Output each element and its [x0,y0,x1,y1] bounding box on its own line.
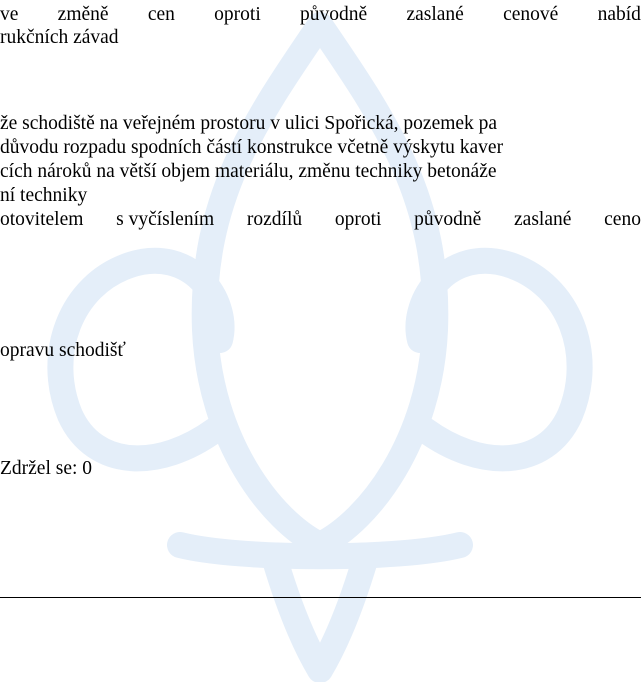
text-line-6: ní techniky [0,185,88,206]
text-line-8: opravu schodišť [0,340,126,361]
horizontal-rule [0,597,641,598]
word: s vyčíslením [116,209,215,230]
word: oproti [214,4,261,25]
word: nabíd [597,4,641,25]
text-line-4: důvodu rozpadu spodních částí konstrukce včetně výskytu kaver [0,137,504,158]
text-line-2: rukčních závad [0,27,119,48]
word: původně [414,209,482,230]
word: ceno [604,209,641,230]
text-line-7 [0,207,641,233]
word: změně [57,4,109,25]
word: cenové [503,4,559,25]
word: cen [147,4,175,25]
word: původně [300,4,368,25]
text-line-9: Zdržel se: 0 [0,458,93,479]
word: zaslané [406,4,464,25]
word: rozdílů [246,209,303,230]
word: zaslané [514,209,572,230]
word: oproti [334,209,382,230]
word: otovitelem [0,209,84,230]
text-line-3: že schodiště na veřejném prostoru v ulici Spořická, pozemek pa [0,113,498,134]
text-line-5: cích nároků na větší objem materiálu, změnu techniky betonáže [0,161,497,182]
word: ve [0,4,19,25]
